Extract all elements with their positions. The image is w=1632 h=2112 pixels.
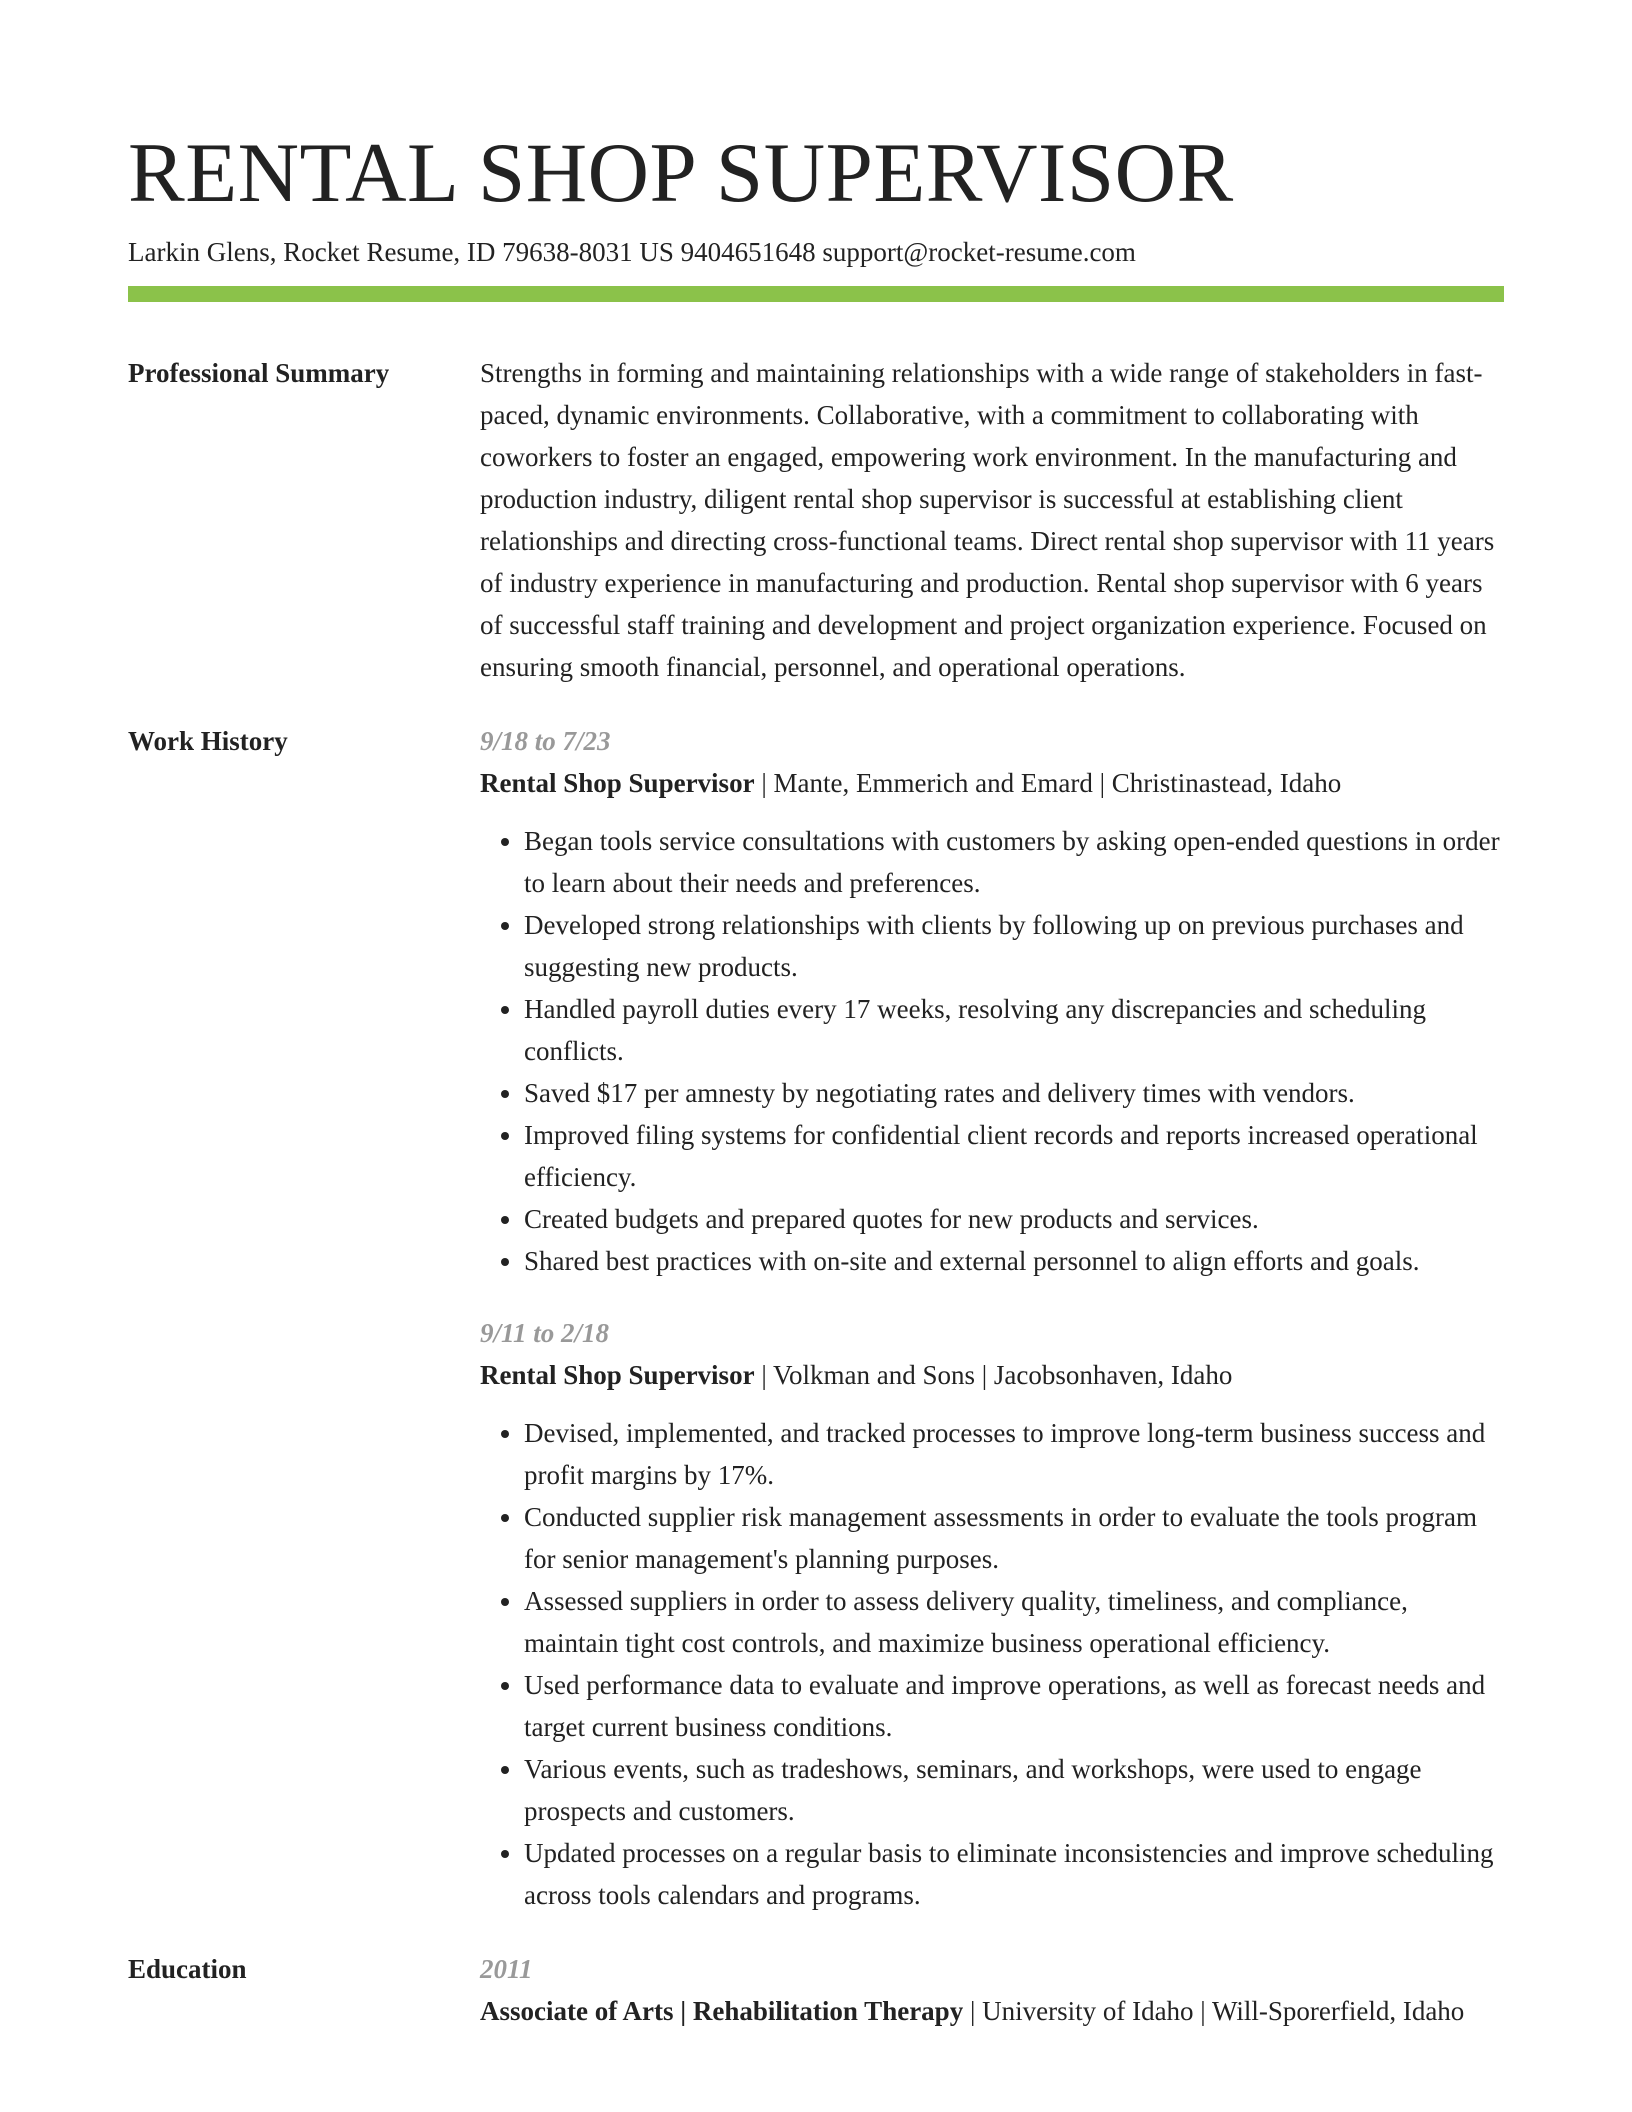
job-bullet: • Improved filing systems for confidential client records and reports increased operational efficiency. (524, 1114, 1504, 1198)
job-dates: 9/18 to 7/23 (480, 726, 611, 756)
job-entry (480, 1312, 1504, 1916)
job-dates: 9/11 to 2/18 (480, 1318, 610, 1348)
work-history-heading: Work History (128, 726, 288, 756)
job-bullet: • Conducted supplier risk management assessments in order to evaluate the tools program for senior management's planning purposes. (524, 1496, 1504, 1580)
job-employer-location: | Volkman and Sons | Jacobsonhaven, Idaho (754, 1360, 1233, 1390)
education-heading-line (480, 1990, 1504, 2032)
contact-line: Larkin Glens, Rocket Resume, ID 79638-8031 US 9404651648 support@rocket-resume.com (128, 237, 1136, 267)
education-section (128, 1948, 1504, 2032)
job-bullet: • Shared best practices with on-site and external personnel to align efforts and goals. (524, 1240, 1504, 1282)
job-bullet: • Saved $17 per amnesty by negotiating rates and delivery times with vendors. (524, 1072, 1504, 1114)
job-bullet: • Developed strong relationships with clients by following up on previous purchases and suggesting new products. (524, 904, 1504, 988)
education-school-location: | University of Idaho | Will-Sporerfield, Idaho (963, 1996, 1465, 2026)
education-heading: Education (128, 1954, 247, 1984)
summary-section (128, 352, 1504, 688)
job-bullet: • Handled payroll duties every 17 weeks, resolving any discrepancies and scheduling conflicts. (524, 988, 1504, 1072)
job-bullet: • Devised, implemented, and tracked processes to improve long-term business success and profit margins by 17%. (524, 1412, 1504, 1496)
resume-page (128, 0, 1504, 2032)
education-body (480, 1948, 1504, 2032)
job-bullets (480, 820, 1504, 1282)
job-entry (480, 720, 1504, 1282)
education-year: 2011 (480, 1954, 533, 1984)
work-history-section (128, 720, 1504, 1916)
job-bullet: • Began tools service consultations with customers by asking open-ended questions in order to learn about their needs and preferences. (524, 820, 1504, 904)
job-bullet: • Assessed suppliers in order to assess delivery quality, timeliness, and compliance, maintain tight cost controls, and maximize business operational efficiency. (524, 1580, 1504, 1664)
summary-text: Strengths in forming and maintaining relationships with a wide range of stakeholders in fast-paced, dynamic environments. Collaborative, with a commitment to collaborating with coworkers to foster an engaged, empowering work environment. In the manufacturing and production industry, diligent rental shop supervisor is successful at establishing client relationships and directing cross-functional teams. Direct rental shop supervisor with 11 years of industry experience in manufacturing and production. Rental shop supervisor with 6 years of successful staff training and development and project organization experience. Focused on ensuring smooth financial, personnel, and operational operations. (480, 358, 1495, 682)
work-history-body (480, 720, 1504, 1916)
job-heading (480, 762, 1504, 804)
job-title: Rental Shop Supervisor (480, 768, 755, 798)
accent-divider (128, 286, 1504, 302)
job-employer-location: | Mante, Emmerich and Emard | Christinastead, Idaho (754, 768, 1342, 798)
summary-body (480, 352, 1504, 688)
job-bullets (480, 1412, 1504, 1916)
job-bullet: • Created budgets and prepared quotes for new products and services. (524, 1198, 1504, 1240)
job-title: Rental Shop Supervisor (480, 1360, 755, 1390)
job-bullet: • Used performance data to evaluate and improve operations, as well as forecast needs and target current business conditions. (524, 1664, 1504, 1748)
job-bullet: • Various events, such as tradeshows, seminars, and workshops, were used to engage prospects and customers. (524, 1748, 1504, 1832)
resume-title: RENTAL SHOP SUPERVISOR (128, 126, 1234, 220)
summary-heading: Professional Summary (128, 358, 390, 388)
education-degree: Associate of Arts | Rehabilitation Therapy (480, 1996, 964, 2026)
job-bullet: • Updated processes on a regular basis to eliminate inconsistencies and improve scheduling across tools calendars and programs. (524, 1832, 1504, 1916)
job-heading (480, 1354, 1504, 1396)
